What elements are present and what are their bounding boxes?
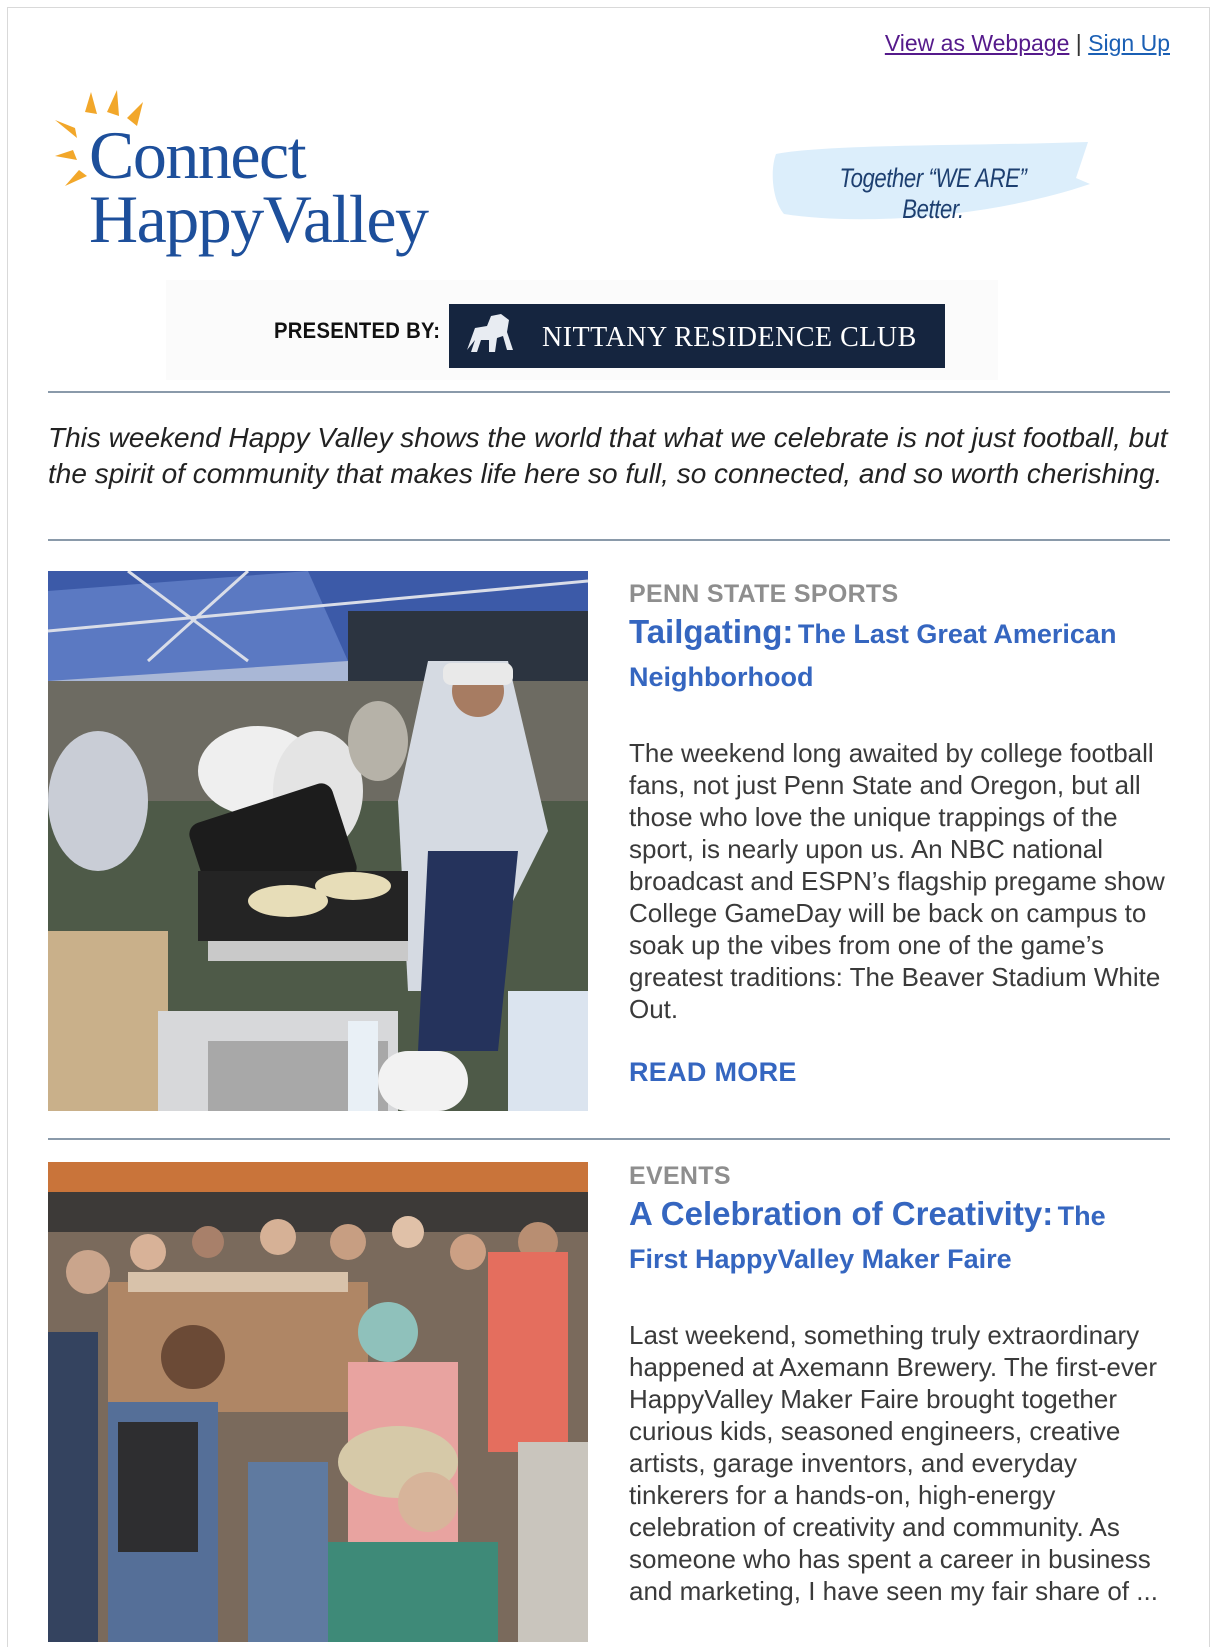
article-tailgating bbox=[629, 580, 1169, 1088]
intro-paragraph: This weekend Happy Valley shows the world that what we celebrate is not just football, but the spirit of community that makes life here so full, so connected, and so worth cherishing. bbox=[48, 422, 1168, 489]
sponsor-name: NITTANY RESIDENCE CLUB bbox=[542, 322, 917, 353]
article-title[interactable] bbox=[629, 613, 1169, 701]
article-category: EVENTS bbox=[629, 1162, 731, 1190]
logo-line-connect: Connect bbox=[89, 117, 306, 193]
top-links bbox=[885, 30, 1170, 57]
tagline-text: Together “WE ARE” Better. bbox=[839, 163, 1027, 224]
nittany-lion-icon bbox=[461, 310, 521, 362]
article-title-main[interactable]: Tailgating: bbox=[629, 613, 794, 650]
tailgating-photo[interactable] bbox=[48, 571, 588, 1111]
view-as-webpage-link[interactable]: View as Webpage bbox=[884, 30, 1070, 56]
article-title-main[interactable]: A Celebration of Creativity: bbox=[629, 1195, 1054, 1232]
article-title-sub[interactable]: The First HappyValley Maker Faire bbox=[629, 1201, 1106, 1274]
article-body: The weekend long awaited by college football fans, not just Penn State and Oregon, but all those who love the unique trappings of the sport, is nearly upon us. An NBC national broadcast and ESPN’s flagship pregame show College GameDay will be back on campus to soak up the vibes from one of the game’s greatest traditions: The Beaver Stadium White Out. bbox=[629, 738, 1165, 1024]
article-body: Last weekend, something truly extraordinary happened at Axemann Brewery. The first-ever HappyValley Maker Faire brought together curious kids, seasoned engineers, creative artists, garage inventors, and everyday tinkerers for a hands-on, high-energy celebration of creativity and community. As someone who has spent a career in business and marketing, I have seen my fair share of ... bbox=[629, 1320, 1158, 1606]
presented-by-label: PRESENTED BY: bbox=[274, 318, 441, 343]
maker-faire-photo[interactable] bbox=[48, 1162, 588, 1642]
tagline-banner bbox=[770, 140, 1092, 224]
tailgating-grill-image bbox=[48, 571, 588, 1111]
connect-happy-valley-logo[interactable] bbox=[55, 88, 505, 278]
maker-faire-crowd-image bbox=[48, 1162, 588, 1642]
article-title[interactable] bbox=[629, 1195, 1169, 1283]
read-more-link[interactable]: READ MORE bbox=[629, 1057, 797, 1087]
article-maker-faire bbox=[629, 1162, 1169, 1607]
presented-by-banner[interactable] bbox=[166, 280, 998, 380]
article-category: PENN STATE SPORTS bbox=[629, 580, 899, 608]
nittany-residence-club-logo[interactable] bbox=[449, 304, 945, 368]
logo-line-happyvalley: HappyValley bbox=[89, 181, 428, 257]
divider bbox=[48, 391, 1170, 393]
article-title-sub[interactable]: The Last Great American Neighborhood bbox=[629, 619, 1117, 692]
link-separator: | bbox=[1075, 30, 1082, 56]
divider bbox=[48, 1138, 1170, 1140]
sign-up-link[interactable]: Sign Up bbox=[1088, 30, 1170, 56]
divider bbox=[48, 539, 1170, 541]
